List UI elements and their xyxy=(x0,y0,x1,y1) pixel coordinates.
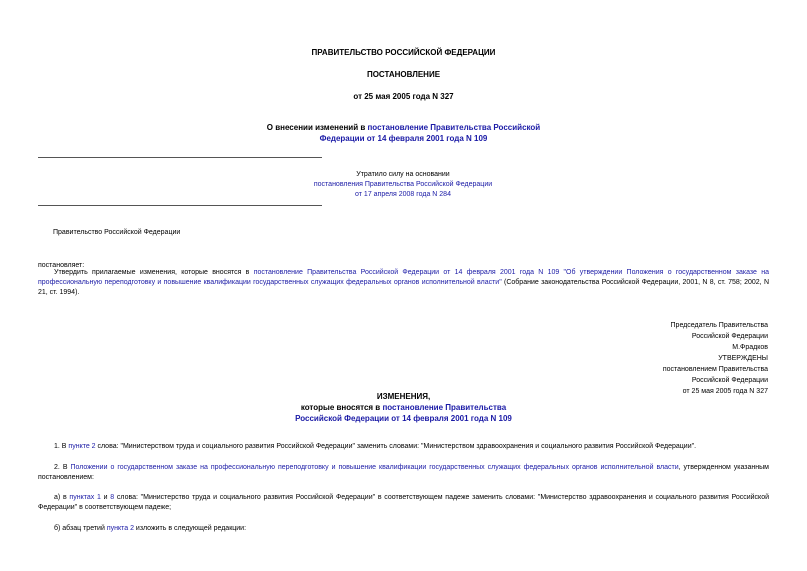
changes-heading-block xyxy=(0,391,807,424)
changes-subheading-link[interactable]: постановление Правительства xyxy=(382,403,507,412)
signature-line2: Российской Федерации xyxy=(691,333,768,340)
change-item-a xyxy=(38,493,769,513)
change-item-2-prefix: 2. В xyxy=(54,464,71,471)
status-note xyxy=(290,170,516,200)
status-note-link-date[interactable]: от 17 апреля 2008 года N 284 xyxy=(355,191,451,198)
changes-heading: ИЗМЕНЕНИЯ, xyxy=(376,392,431,401)
document-title xyxy=(0,122,807,144)
change-item-2-text: , утвержденном указанным постановлением: xyxy=(38,464,769,481)
status-note-link[interactable]: постановления Правительства Российской Федерации xyxy=(313,181,493,188)
change-item-2 xyxy=(38,463,769,483)
change-item-1-link[interactable]: пункте 2 xyxy=(68,443,96,450)
change-item-b-link[interactable]: пункта 2 xyxy=(106,525,134,532)
government-line: Правительство Российской Федерации xyxy=(53,229,181,236)
document-date-number: от 25 мая 2005 года N 327 xyxy=(353,92,454,101)
change-item-a-and: и xyxy=(100,494,111,501)
document-type: ПОСТАНОВЛЕНИЕ xyxy=(366,70,441,79)
change-item-b-prefix: б) абзац третий xyxy=(54,525,107,532)
approved-line2: постановлением Правительства xyxy=(662,366,768,373)
resolution-text-end: (Собрание законодательства Российской Федерации, 2001, N 8, ст. 758; 2002, N 21, ст. 1994). xyxy=(38,279,769,296)
changes-subheading xyxy=(0,402,807,413)
change-item-a-text: слова: "Министерство труда и социального развития Российской Федерации" в соответствующем падеже заменить словами: "Министерство здравоохранения и социального развития Российской Федерации" в соответствующем падеже; xyxy=(38,494,769,511)
change-item-1 xyxy=(38,442,769,452)
changes-subheading-link-continued[interactable]: Российской Федерации от 14 февраля 2001 года N 109 xyxy=(295,414,512,423)
signature-block xyxy=(663,320,768,397)
approved-line3: Российской Федерации xyxy=(691,377,768,384)
change-item-1-prefix: 1. В xyxy=(54,443,69,450)
approved-line1: УТВЕРЖДЕНЫ xyxy=(718,355,768,362)
change-item-a-link-8[interactable]: 8 xyxy=(110,494,115,501)
separator-top xyxy=(38,157,322,158)
change-item-a-link-1[interactable]: пунктах 1 xyxy=(69,494,101,501)
government-heading: ПРАВИТЕЛЬСТВО РОССИЙСКОЙ ФЕДЕРАЦИИ xyxy=(311,48,496,57)
separator-bottom xyxy=(38,205,322,206)
decides-line: постановляет: xyxy=(38,262,85,269)
approved-line4: от 25 мая 2005 года N 327 xyxy=(682,388,768,395)
change-item-1-text: слова: "Министерством труда и социального развития Российской Федерации" заменить словами: "Министерством здравоохранения и социального развития Российской Федерации". xyxy=(95,443,697,450)
title-prefix: О внесении изменений в xyxy=(266,123,368,132)
change-item-b-text: изложить в следующей редакции: xyxy=(133,525,247,532)
signature-line1: Председатель Правительства xyxy=(670,322,768,329)
resolution-paragraph xyxy=(38,268,769,298)
title-link[interactable]: постановление Правительства Российской xyxy=(367,123,541,132)
change-item-a-prefix: а) в xyxy=(54,494,70,501)
changes-subheading-prefix: которые вносятся в xyxy=(300,403,383,412)
change-item-2-link[interactable]: Положении о государственном заказе на профессиональную переподготовку и повышение квалификации государственных служащих федеральных органов исполнительной власти xyxy=(70,464,679,471)
resolution-link[interactable]: постановление Правительства Российской Федерации от 14 февраля 2001 года N 109 "Об утверждении Положения о государственном заказе на профессиональную переподготовку и повышение квалификации государственных служащих федеральных органов исполнительной власти" xyxy=(38,269,769,286)
title-link-continued[interactable]: Федерации от 14 февраля 2001 года N 109 xyxy=(319,134,488,143)
status-note-line1: Утратило силу на основании xyxy=(356,171,450,178)
signature-name: М.Фрадков xyxy=(732,344,768,351)
change-item-b xyxy=(38,524,769,534)
resolution-text-start: Утвердить прилагаемые изменения, которые вносятся в xyxy=(54,269,254,276)
